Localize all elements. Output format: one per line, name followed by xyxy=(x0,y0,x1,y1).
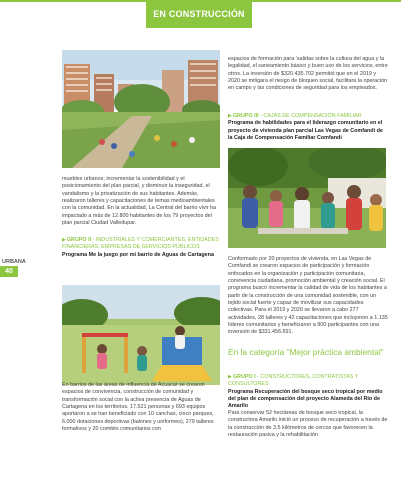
triangle-bullet-icon: ▶ xyxy=(228,374,232,380)
project-title: Programa Me la juego por mi barrio de Aguas de Cartagena xyxy=(62,251,214,258)
group-title: - INDUSTRIALES Y COMERCIANTES, ENTIDADES FINANCIERAS, EMPRESAS DE SERVICIOS PÚBLICOS xyxy=(62,237,219,251)
page-number: 40 xyxy=(0,266,18,277)
triangle-bullet-icon: ▶ xyxy=(62,237,66,243)
children-playground-photo xyxy=(62,285,220,385)
left-paragraph-1: muebles urbanos; incrementar la sostenibilidad y el posicionamiento del plan parcial, y disminuir la inseguridad, el vandalismo y la privatización de sus habitantes. Además, realizaron talleres y capacitaciones de temas medioambientales con la comunidad. En la actualidad, La Central del barrio vivir ha impactado a más de 12.800 habitantes de los 79 proyectos del plan parcial Ciudad Valledupar. xyxy=(62,176,217,227)
group-i-block xyxy=(228,374,388,411)
community-workshop-photo xyxy=(228,148,386,248)
group-title: - CONSTRUCTORES, CONTRATISTAS Y CONSULTORES xyxy=(228,374,359,388)
right-paragraph-2: Conformado por 20 proyectos de vivienda, en Las Vegas de Comfandi se crearon espacios de participación y formación enfocados en la organización y participación comunitaria, convivencia ciudadana, promoción ambiental y creación social. El programa buscó incrementar la calidad de vida de los habitantes a partir de la construcción de una comunidad sostenible, con un tejido social fuerte y capaz de movilizar sus capacidades colectivas. Para el 2019 y 2020 se llevaron a cabo 277 actividades, 28 talleres y 42 capacitaciones que incluyeron a 1.135 líderes comunitarios y beneficiaron a 900 participantes con una inversión de $331.456.691. xyxy=(228,256,388,336)
group-tag: GRUPO II xyxy=(66,237,92,243)
group-tag: GRUPO III xyxy=(232,113,259,119)
project-title: Programa de habilidades para el liderazgo comunitario en el proyecto de vivienda plan parcial Las Vegas de Comfandi de la Caja de Compensación Familiar Comfandi xyxy=(228,120,383,142)
group-iii-block xyxy=(228,113,388,142)
right-paragraph-1: espacios de formación para ‘salidas sobre la cultura del agua y la legalidad, el saneamiento básico y buen uso de los servicios, entre otros. La inversión de $320.435.702 permitió que en el 2019 y 2020 se mitigara el riesgo de bloqueo social, facilitara la operación en campo y las condiciones de seguridad para los empleados. xyxy=(228,56,388,92)
right-paragraph-3: Para conservar 52 hectáreas de bosque seco tropical, la constructora Amarilo inició un proceso de recuperación a través de la construcción de 3,5 kilómetros de cercos que favorecen la restauración pasiva y la rehabilitación xyxy=(228,410,388,439)
park-buildings-photo xyxy=(62,50,220,168)
side-section-label: URBANA xyxy=(2,259,26,265)
section-header: EN CONSTRUCCIÓN xyxy=(146,0,252,28)
group-ii-block xyxy=(62,237,220,259)
category-heading: En la categoría “Mejor práctica ambiental” xyxy=(228,347,384,357)
group-tag: GRUPO I xyxy=(232,374,256,380)
page-side-label xyxy=(0,259,26,277)
left-paragraph-2: En barrios de las áreas de influencia de Acuacar se crearon espacios de convivencia, construcción de comunidad y transformación social con la activa presencia de Aguas de Cartagena en los territorios. 17.521 personas y 693 equipos aportaron a se han beneficiado con 10 canchas, cinco parques, 6.000 dotaciones deportivas (balones y uniformes), 279 talleres formativos y 20 comités comunitarios con xyxy=(62,382,214,433)
project-title: Programa Recuperación del bosque seco tropical por medio del plan de compensación del proyecto Alameda del Río de Amarilo xyxy=(228,388,383,410)
triangle-bullet-icon: ▶ xyxy=(228,113,232,119)
group-title: - CAJAS DE COMPENSACIÓN FAMILIAR xyxy=(258,113,362,119)
